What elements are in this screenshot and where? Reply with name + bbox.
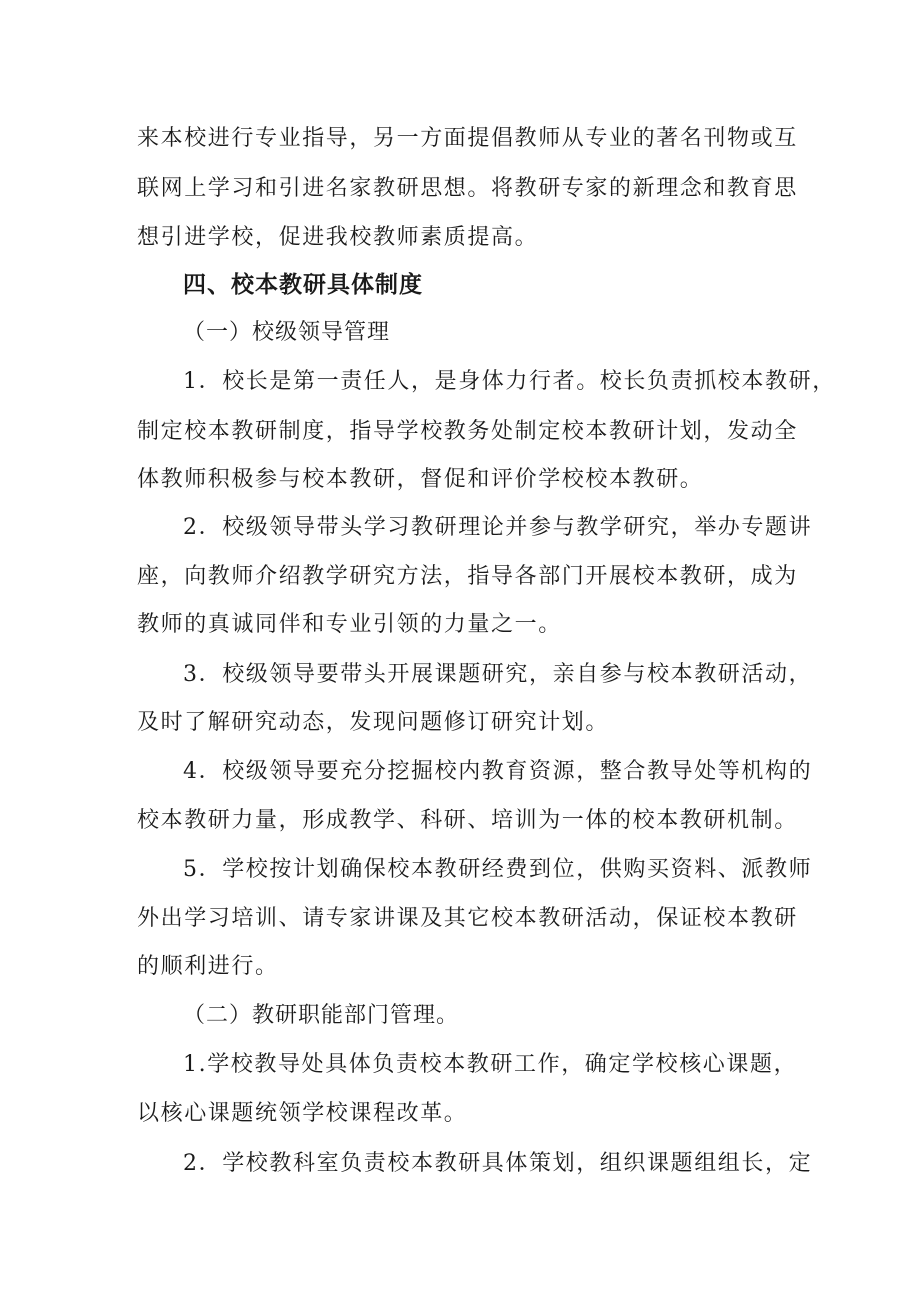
text-line: 及时了解研究动态，发现问题修订研究计划。 bbox=[137, 710, 610, 735]
text-line: 制定校本教研制度，指导学校教务处制定校本教研计划，发动全 bbox=[137, 419, 798, 444]
text-line: 2．学校教科室负责校本教研具体策划，组织课题组组长，定 bbox=[183, 1151, 813, 1176]
subsection-heading: （一）校级领导管理 bbox=[183, 320, 391, 345]
text-line: 座，向教师介绍教学研究方法，指导各部门开展校本教研，成为 bbox=[137, 564, 798, 589]
subsection-heading: （二）教研职能部门管理。 bbox=[183, 1003, 460, 1028]
section-heading: 四、校本教研具体制度 bbox=[183, 272, 423, 298]
text-line: 的顺利进行。 bbox=[137, 954, 279, 979]
text-line: 4．校级领导要充分挖掘校内教育资源，整合教导处等机构的 bbox=[183, 759, 813, 784]
text-line: 教师的真诚同伴和专业引领的力量之一。 bbox=[137, 612, 562, 637]
text-line: 体教师积极参与校本教研，督促和评价学校校本教研。 bbox=[137, 467, 704, 492]
text-line: 想引进学校，促进我校教师素质提高。 bbox=[137, 225, 539, 250]
text-line: 联网上学习和引进名家教研思想。将教研专家的新理念和教育思 bbox=[137, 176, 798, 201]
text-line: 来本校进行专业指导，另一方面提倡教师从专业的著名刊物或互 bbox=[137, 126, 798, 151]
text-line: 1．校长是第一责任人，是身体力行者。校长负责抓校本教研， bbox=[183, 369, 836, 394]
text-line: 外出学习培训、请专家讲课及其它校本教研活动，保证校本教研 bbox=[137, 906, 798, 931]
text-line: 以核心课题统领学校课程改革。 bbox=[137, 1101, 468, 1126]
text-line: 校本教研力量，形成教学、科研、培训为一体的校本教研机制。 bbox=[137, 808, 798, 833]
text-line: 2．校级领导带头学习教研理论并参与教学研究，举办专题讲 bbox=[183, 515, 813, 540]
text-line: 3．校级领导要带头开展课题研究，亲自参与校本教研活动， bbox=[183, 662, 813, 687]
text-line: 1.学校教导处具体负责校本教研工作，确定学校核心课题， bbox=[183, 1052, 798, 1077]
text-line: 5．学校按计划确保校本教研经费到位，供购买资料、派教师 bbox=[183, 857, 813, 882]
